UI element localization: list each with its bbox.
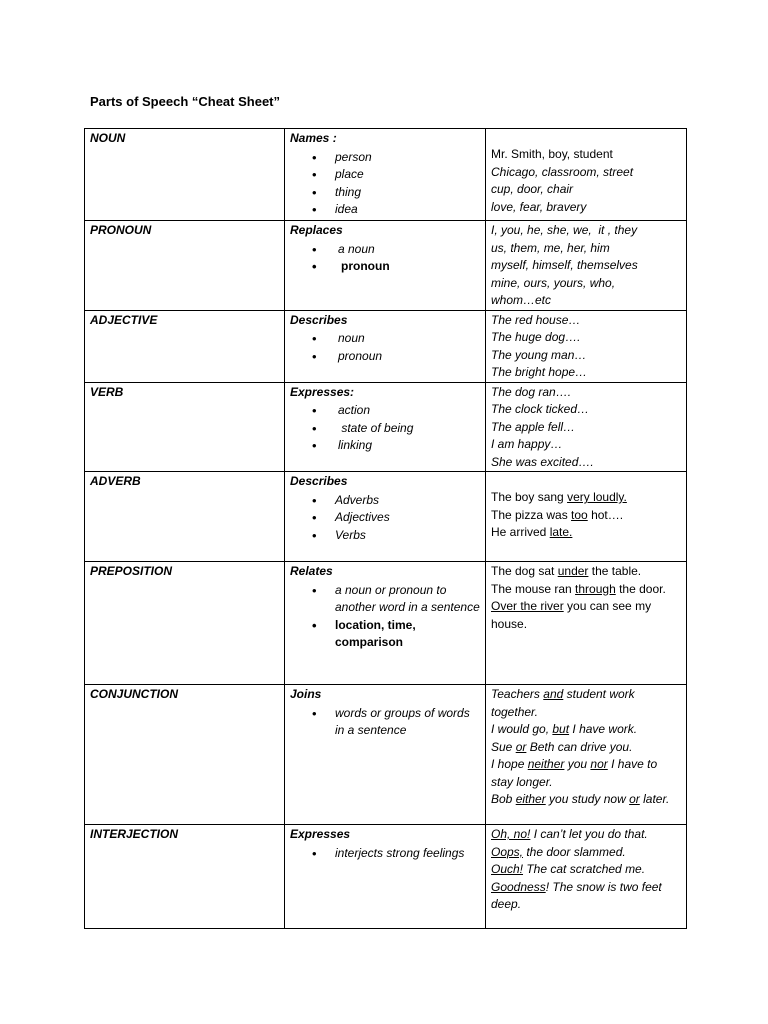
table-row bbox=[85, 825, 687, 929]
example-line: The clock ticked… bbox=[491, 402, 590, 416]
list-item: • Adjectives bbox=[335, 509, 480, 527]
list-item: • person bbox=[335, 149, 480, 167]
bullet-list bbox=[290, 582, 480, 652]
examples-cell bbox=[486, 129, 687, 221]
term-cell bbox=[85, 310, 285, 382]
example-line: myself, himself, themselves bbox=[491, 258, 638, 272]
definition-cell bbox=[285, 685, 486, 825]
definition-cell bbox=[285, 129, 486, 221]
example-line: Chicago, classroom, street bbox=[491, 164, 634, 179]
list-item: • pronoun bbox=[335, 348, 480, 366]
example-line: The dog sat under the table. bbox=[491, 564, 642, 578]
term-cell bbox=[85, 685, 285, 825]
term-adverb: ADVERB bbox=[90, 474, 141, 488]
definition-label: Relates bbox=[290, 564, 333, 578]
list-item: • location, time, comparison bbox=[335, 617, 480, 652]
term-cell bbox=[85, 562, 285, 685]
term-cell bbox=[85, 129, 285, 221]
example-line: The pizza was too hot…. bbox=[491, 507, 624, 522]
examples-cell bbox=[486, 562, 687, 685]
bullet-list bbox=[290, 241, 480, 276]
table-row bbox=[85, 221, 687, 311]
example-line: Oops, the door slammed. bbox=[491, 844, 626, 859]
example-line: The young man… bbox=[491, 347, 587, 362]
example-line: Sue or Beth can drive you. bbox=[491, 739, 633, 754]
list-item: • a noun bbox=[335, 241, 480, 259]
term-cell bbox=[85, 825, 285, 929]
examples-cell bbox=[486, 825, 687, 929]
table-row bbox=[85, 382, 687, 472]
example-line: The bright hope… bbox=[491, 365, 588, 379]
example-line: Mr. Smith, boy, student bbox=[491, 147, 613, 161]
examples-cell bbox=[486, 382, 687, 472]
list-item: • Adverbs bbox=[335, 492, 480, 510]
example-line: Bob either you study now or later. bbox=[491, 792, 670, 806]
parts-of-speech-table bbox=[84, 128, 687, 929]
table-row bbox=[85, 562, 687, 685]
example-line: I, you, he, she, we, it , they bbox=[491, 223, 638, 237]
example-line: He arrived late. bbox=[491, 525, 573, 539]
list-item: • words or groups of words in a sentence bbox=[335, 705, 480, 740]
examples-cell bbox=[486, 310, 687, 382]
examples-cell bbox=[486, 472, 687, 562]
examples-cell bbox=[486, 221, 687, 311]
example-line: Teachers and student work together. bbox=[491, 687, 635, 719]
definition-cell bbox=[285, 382, 486, 472]
list-item: • linking bbox=[335, 437, 480, 455]
term-pronoun: PRONOUN bbox=[90, 223, 152, 237]
example-line: I am happy… bbox=[491, 437, 563, 451]
example-line: Over the river you can see my house. bbox=[491, 599, 652, 631]
example-line: Ouch! The cat scratched me. bbox=[491, 862, 646, 876]
definition-cell bbox=[285, 825, 486, 929]
bullet-list bbox=[290, 402, 480, 455]
term-cell bbox=[85, 472, 285, 562]
definition-label: Expresses bbox=[290, 827, 351, 841]
term-interjection: INTERJECTION bbox=[90, 827, 179, 841]
example-line: The boy sang very loudly. bbox=[491, 490, 627, 504]
term-adjective: ADJECTIVE bbox=[90, 312, 158, 327]
list-item: • Verbs bbox=[335, 527, 480, 545]
definition-label: Names : bbox=[290, 131, 337, 145]
example-line: love, fear, bravery bbox=[491, 199, 587, 214]
table-row bbox=[85, 472, 687, 562]
list-item: • state of being bbox=[335, 420, 480, 438]
list-item: • idea bbox=[335, 201, 480, 219]
examples-cell bbox=[486, 685, 687, 825]
definition-label: Describes bbox=[290, 312, 348, 327]
example-line: whom…etc bbox=[491, 293, 552, 307]
definition-label: Expresses: bbox=[290, 384, 355, 399]
list-item: • noun bbox=[335, 330, 480, 348]
example-line: The huge dog…. bbox=[491, 330, 581, 344]
table-row bbox=[85, 129, 687, 221]
list-item: • interjects strong feelings bbox=[335, 845, 480, 863]
example-line: The apple fell… bbox=[491, 419, 576, 434]
bullet-list bbox=[290, 492, 480, 545]
example-line: The dog ran…. bbox=[491, 384, 572, 399]
term-conjunction: CONJUNCTION bbox=[90, 687, 179, 701]
example-line: Oh, no! I can’t let you do that. bbox=[491, 827, 648, 841]
list-item: • a noun or pronoun to another word in a sentence bbox=[335, 582, 480, 617]
definition-label: Joins bbox=[290, 687, 322, 701]
term-preposition: PREPOSITION bbox=[90, 564, 173, 578]
definition-cell bbox=[285, 310, 486, 382]
table-row bbox=[85, 685, 687, 825]
example-line: I would go, but I have work. bbox=[491, 722, 638, 736]
list-item: • action bbox=[335, 402, 480, 420]
bullet-list bbox=[290, 149, 480, 219]
bullet-list bbox=[290, 845, 480, 863]
list-item: • pronoun bbox=[335, 258, 480, 276]
bullet-list bbox=[290, 330, 480, 365]
example-line: The red house… bbox=[491, 312, 581, 327]
term-noun: NOUN bbox=[90, 131, 126, 145]
example-line: I hope neither you nor I have to stay longer. bbox=[491, 757, 658, 789]
bullet-list bbox=[290, 705, 480, 740]
definition-cell bbox=[285, 562, 486, 685]
definition-cell bbox=[285, 221, 486, 311]
example-line: She was excited…. bbox=[491, 454, 594, 469]
definition-label: Describes bbox=[290, 474, 348, 488]
table-row bbox=[85, 310, 687, 382]
term-verb: VERB bbox=[90, 384, 124, 399]
definition-cell bbox=[285, 472, 486, 562]
list-item: • thing bbox=[335, 184, 480, 202]
example-line: The mouse ran through the door. bbox=[491, 581, 666, 596]
term-cell bbox=[85, 221, 285, 311]
list-item: • place bbox=[335, 166, 480, 184]
definition-label: Replaces bbox=[290, 223, 343, 237]
example-line: cup, door, chair bbox=[491, 182, 574, 196]
example-line: Goodness! The snow is two feet deep. bbox=[491, 879, 662, 911]
example-line: us, them, me, her, him bbox=[491, 240, 610, 255]
example-line: mine, ours, yours, who, bbox=[491, 275, 616, 290]
page-title: Parts of Speech “Cheat Sheet” bbox=[90, 94, 280, 109]
term-cell bbox=[85, 382, 285, 472]
